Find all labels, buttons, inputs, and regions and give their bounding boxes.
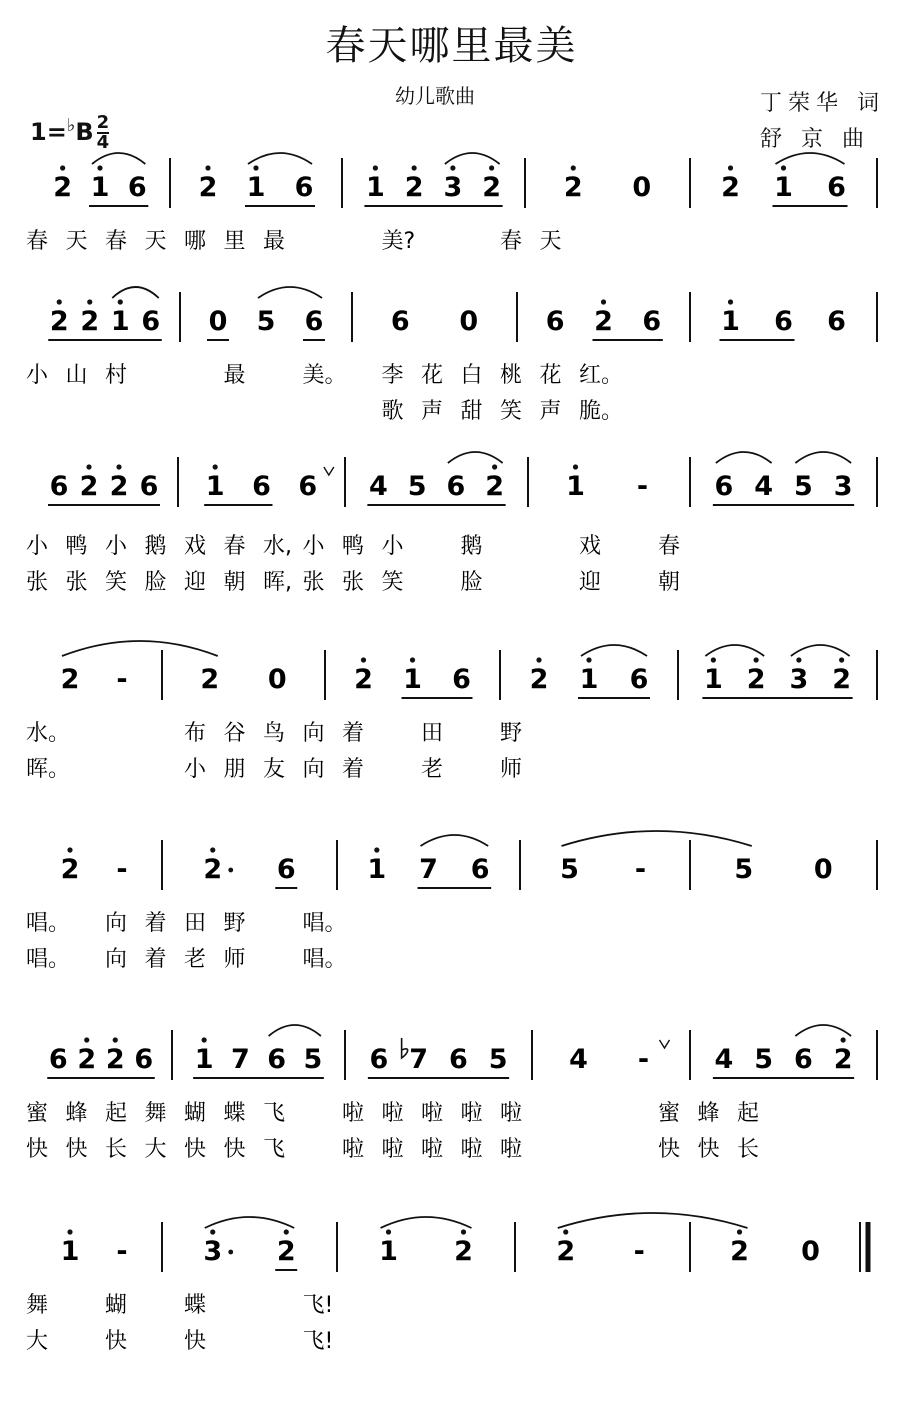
- lyric-syllable: 友: [263, 757, 286, 782]
- slur-arc: [791, 645, 850, 656]
- song-title: 春天哪里最美: [325, 23, 578, 69]
- note-digit: 6: [446, 471, 466, 502]
- lyric-syllable: 快: [697, 1137, 720, 1162]
- note-digit: 1: [194, 1044, 214, 1075]
- lyric-syllable: 快: [26, 1137, 49, 1162]
- note-digit: 0: [267, 664, 287, 695]
- note-digit: 1: [579, 664, 599, 695]
- lyric-syllable: 笑: [381, 570, 404, 595]
- lyric-syllable: 起: [105, 1101, 128, 1126]
- lyric-syllable: 野: [223, 911, 246, 936]
- lyric-syllable: 快: [223, 1137, 246, 1162]
- note-digit: 4: [714, 1044, 734, 1075]
- breath-mark-icon: [660, 1040, 670, 1048]
- lyric-syllable: 水。: [26, 721, 71, 746]
- note-digit: 2: [485, 471, 505, 502]
- note-digit: 7: [230, 1044, 250, 1075]
- lyric-syllable: 朝: [658, 570, 681, 595]
- note-digit: 6: [714, 471, 734, 502]
- octave-dot: [386, 1229, 391, 1234]
- lyric-syllable: 舞: [26, 1293, 49, 1318]
- octave-dot: [116, 464, 121, 469]
- note-digit: 1: [60, 1236, 80, 1267]
- note-digit: 2: [60, 854, 80, 885]
- lyric-syllable: 笑: [500, 399, 523, 424]
- lyric-syllable: 啦: [342, 1101, 365, 1126]
- note-digit: 6: [827, 172, 846, 203]
- note-digit: 6: [470, 854, 490, 885]
- lyric-syllable: 田: [421, 721, 444, 746]
- note-digit: 2: [105, 1044, 125, 1075]
- lyric-syllable: 大: [26, 1329, 49, 1354]
- note-digit: -: [634, 854, 647, 885]
- octave-dot: [711, 657, 716, 662]
- note-digit: -: [116, 854, 128, 885]
- note-digit: 6: [294, 172, 314, 203]
- lyric-syllable: 长: [105, 1137, 128, 1162]
- note-digit: 2: [203, 854, 223, 885]
- octave-dot: [67, 1229, 72, 1234]
- lyric-syllable: 小: [302, 534, 325, 559]
- lyric-syllable: 歌: [381, 399, 404, 424]
- lyric-syllable: 戏: [579, 534, 602, 559]
- lyric-syllable: 脸: [144, 570, 167, 595]
- lyric-syllable: 小: [184, 757, 207, 782]
- lyric-syllable: 唱。: [26, 947, 71, 972]
- lyric-syllable: 笑: [105, 570, 128, 595]
- slur-arc: [421, 835, 489, 846]
- octave-dot: [87, 299, 92, 304]
- note-digit: 6: [452, 664, 471, 695]
- octave-dot: [202, 1037, 207, 1042]
- note-digit: 5: [560, 854, 579, 885]
- note-digit: 6: [827, 306, 846, 337]
- note-digit: -: [636, 471, 649, 502]
- note-digit: 2: [746, 664, 766, 695]
- note-digit: 2: [454, 1236, 473, 1267]
- slur-arc: [581, 645, 647, 656]
- lyric-syllable: 老: [184, 947, 207, 972]
- lyric-syllable: 鹅: [144, 534, 167, 559]
- song-subtitle: 幼儿歌曲: [395, 84, 475, 108]
- note-digit: 2: [833, 1044, 853, 1075]
- octave-dot: [86, 464, 91, 469]
- note-digit: 0: [813, 854, 833, 885]
- lyric-syllable: 春: [500, 229, 523, 254]
- lyricist-credit: 丁荣华 词: [760, 91, 885, 116]
- note-digit: 2: [79, 471, 99, 502]
- note-digit: 2: [80, 306, 100, 337]
- note-digit: 3: [203, 1236, 223, 1267]
- lyric-syllable: 张: [302, 570, 325, 595]
- octave-dot: [57, 299, 62, 304]
- lyric-syllable: 白: [460, 363, 483, 388]
- lyric-syllable: 春: [105, 229, 128, 254]
- lyric-syllable: 声: [539, 399, 562, 424]
- slur-arc: [448, 452, 503, 463]
- lyric-syllable: 鹅: [460, 534, 483, 559]
- lyric-syllable: 舞: [144, 1101, 167, 1126]
- lyric-syllable: 花: [421, 363, 444, 388]
- note-digit: 6: [127, 172, 147, 203]
- lyric-syllable: 迎: [579, 570, 602, 595]
- lyric-syllable: 张: [65, 570, 88, 595]
- lyric-syllable: 唱。: [26, 911, 71, 936]
- lyric-syllable: 布: [184, 721, 207, 746]
- breath-mark-icon: [324, 467, 334, 475]
- tie-arc: [62, 641, 218, 656]
- lyric-syllable: 天: [65, 229, 88, 254]
- lyric-syllable: 晖,: [263, 570, 292, 595]
- note-digit: 4: [368, 471, 388, 502]
- note-digit: 6: [267, 1044, 287, 1075]
- lyric-syllable: 蝴: [184, 1101, 207, 1126]
- time-bottom: 4: [96, 132, 110, 153]
- note-digit: 0: [801, 1236, 820, 1267]
- note-digit: 6: [793, 1044, 813, 1075]
- octave-dot: [586, 657, 591, 662]
- lyric-syllable: 村: [105, 363, 128, 388]
- note-digit: 6: [298, 471, 318, 502]
- note-digit: 2: [529, 664, 549, 695]
- octave-dot: [284, 1229, 289, 1234]
- note-digit: 2: [556, 1236, 576, 1267]
- octave-dot: [571, 165, 576, 170]
- lyric-syllable: 着: [342, 721, 365, 746]
- lyric-syllable: 蝶: [184, 1293, 207, 1318]
- note-digit: 1: [379, 1236, 398, 1267]
- note-digit: 1: [205, 471, 225, 502]
- note-digit: 5: [303, 1044, 323, 1075]
- octave-dot: [410, 657, 415, 662]
- note-digit: 2: [354, 664, 373, 695]
- lyric-syllable: 最: [263, 229, 286, 254]
- slur-arc: [795, 452, 851, 463]
- note-digit: 6: [545, 306, 565, 337]
- note-digit: 6: [774, 306, 793, 337]
- note-digit: 5: [488, 1044, 508, 1075]
- note-digit: 2: [482, 172, 502, 203]
- octave-dot: [361, 657, 366, 662]
- lyric-syllable: 着: [342, 757, 365, 782]
- note-digit: -: [116, 1236, 128, 1267]
- octave-dot: [563, 1229, 568, 1234]
- note-digit: 6: [369, 1044, 389, 1075]
- lyric-syllable: 红。: [579, 363, 624, 388]
- octave-dot: [573, 464, 578, 469]
- lyric-syllable: 长: [737, 1137, 760, 1162]
- octave-dot: [728, 299, 733, 304]
- octave-dot: [374, 847, 379, 852]
- octave-dot: [113, 1037, 118, 1042]
- note-digit: 2: [77, 1044, 97, 1075]
- lyric-syllable: 水,: [263, 534, 292, 559]
- lyric-syllable: 唱。: [302, 911, 347, 936]
- octave-dot: [450, 165, 455, 170]
- lyric-syllable: 天: [539, 229, 562, 254]
- tie-arc: [562, 831, 752, 846]
- note-digit: -: [637, 1044, 650, 1075]
- note-digit: 4: [754, 471, 774, 502]
- lyric-syllable: 师: [500, 757, 523, 782]
- lyric-syllable: 甜: [460, 399, 483, 424]
- note-digit: 2: [563, 172, 583, 203]
- note-digit: 5: [734, 854, 754, 885]
- augmentation-dot: [228, 868, 233, 873]
- slur-arc: [795, 1025, 851, 1036]
- slur-arc: [381, 1217, 472, 1228]
- lyric-syllable: 蜜: [26, 1101, 49, 1126]
- note-digit: 5: [256, 306, 276, 337]
- lyric-syllable: 花: [539, 363, 562, 388]
- lyric-syllable: 张: [26, 570, 49, 595]
- lyric-syllable: 桃: [500, 363, 523, 388]
- lyric-syllable: 向: [302, 721, 325, 746]
- lyric-syllable: 山: [65, 363, 88, 388]
- note-digit: 1: [721, 306, 740, 337]
- note-digit: 6: [139, 471, 159, 502]
- note-digit: 1: [774, 172, 793, 203]
- note-digit: 3: [443, 172, 463, 203]
- lyric-syllable: 着: [144, 911, 167, 936]
- slur-arc: [705, 645, 764, 656]
- octave-dot: [796, 657, 801, 662]
- note-digit: 0: [632, 172, 652, 203]
- note-digit: 1: [90, 172, 110, 203]
- lyric-syllable: 春: [223, 534, 246, 559]
- octave-dot: [60, 165, 65, 170]
- note-digit: 2: [49, 306, 69, 337]
- lyric-syllable: 啦: [381, 1101, 404, 1126]
- time-top: 2: [96, 112, 110, 133]
- lyric-syllable: 天: [144, 229, 167, 254]
- note-digit: 1: [367, 854, 387, 885]
- lyric-syllable: 小: [26, 363, 49, 388]
- note-digit: 5: [793, 471, 813, 502]
- octave-dot: [841, 1037, 846, 1042]
- lyric-syllable: 张: [342, 570, 365, 595]
- note-digit: 2: [730, 1236, 749, 1267]
- slur-arc: [258, 287, 322, 298]
- lyric-syllable: 着: [144, 947, 167, 972]
- lyric-syllable: 蝶: [223, 1101, 246, 1126]
- augmentation-dot: [228, 1250, 233, 1255]
- note-digit: 4: [569, 1044, 588, 1075]
- lyric-syllable: 师: [223, 947, 246, 972]
- lyric-syllable: 唱。: [302, 947, 347, 972]
- lyric-syllable: 啦: [342, 1137, 365, 1162]
- lyric-syllable: 迎: [184, 570, 207, 595]
- octave-dot: [728, 165, 733, 170]
- lyric-syllable: 大: [144, 1137, 167, 1162]
- tie-arc: [558, 1213, 748, 1228]
- note-digit: 7: [419, 854, 438, 885]
- lyric-syllable: 蝴: [105, 1293, 128, 1318]
- note-digit: 6: [134, 1044, 154, 1075]
- lyric-syllable: 野: [500, 721, 523, 746]
- slur-arc: [248, 153, 312, 164]
- lyric-syllable: 快: [105, 1329, 128, 1354]
- octave-dot: [839, 657, 844, 662]
- lyric-syllable: 啦: [500, 1101, 523, 1126]
- note-digit: 6: [49, 471, 69, 502]
- note-digit: 1: [566, 471, 585, 502]
- octave-dot: [213, 464, 218, 469]
- slur-arc: [445, 153, 500, 164]
- slur-arc: [112, 287, 159, 298]
- key-prefix: 1=: [30, 118, 67, 146]
- note-digit: 1: [365, 172, 385, 203]
- octave-dot: [536, 657, 541, 662]
- lyric-syllable: 老: [421, 757, 444, 782]
- lyric-syllable: 快: [184, 1137, 207, 1162]
- note-digit: 6: [629, 664, 649, 695]
- lyric-syllable: 春: [26, 229, 49, 254]
- lyric-syllable: 朋: [223, 757, 246, 782]
- lyric-syllable: 啦: [421, 1101, 444, 1126]
- note-digit: 2: [721, 172, 740, 203]
- lyric-syllable: 飞!: [302, 1293, 334, 1318]
- lyric-syllable: 脆。: [579, 399, 624, 424]
- lyric-syllable: 啦: [460, 1137, 483, 1162]
- note-digit: 6: [141, 306, 161, 337]
- lyric-syllable: 快: [65, 1137, 88, 1162]
- lyric-syllable: 啦: [460, 1101, 483, 1126]
- octave-dot: [67, 847, 72, 852]
- lyric-syllable: 声: [421, 399, 444, 424]
- lyric-syllable: 春: [658, 534, 681, 559]
- note-digit: 2: [594, 306, 613, 337]
- note-digit: 1: [403, 664, 422, 695]
- lyric-syllable: 飞: [263, 1137, 286, 1162]
- note-digit: 6: [448, 1044, 468, 1075]
- lyric-syllable: 小: [381, 534, 404, 559]
- note-digit: 3: [789, 664, 809, 695]
- note-digit: 3: [833, 471, 853, 502]
- lyric-syllable: 美?: [381, 229, 416, 254]
- note-digit: 5: [407, 471, 427, 502]
- lyric-syllable: 小: [26, 534, 49, 559]
- note-digit: 2: [832, 664, 852, 695]
- note-digit: 2: [276, 1236, 296, 1267]
- note-digit: 2: [109, 471, 129, 502]
- note-digit: 2: [53, 172, 73, 203]
- note-digit: 2: [198, 172, 218, 203]
- note-digit: 6: [252, 471, 271, 502]
- octave-dot: [489, 165, 494, 170]
- flat-accidental-icon: [402, 1038, 408, 1058]
- lyric-syllable: 脸: [460, 570, 483, 595]
- lyric-syllable: 飞!: [302, 1329, 334, 1354]
- lyric-syllable: 快: [658, 1137, 681, 1162]
- lyric-syllable: 戏: [184, 534, 207, 559]
- note-digit: 6: [48, 1044, 68, 1075]
- note-digit: 2: [60, 664, 80, 695]
- octave-dot: [492, 464, 497, 469]
- octave-dot: [373, 165, 378, 170]
- slur-arc: [92, 153, 145, 164]
- slur-arc: [716, 452, 772, 463]
- note-digit: 6: [276, 854, 296, 885]
- lyric-syllable: 朝: [223, 570, 246, 595]
- lyric-syllable: 啦: [500, 1137, 523, 1162]
- note-digit: 1: [246, 172, 266, 203]
- note-digit: 1: [110, 306, 130, 337]
- lyric-syllable: 鸭: [65, 534, 88, 559]
- octave-dot: [781, 165, 786, 170]
- lyric-syllable: 鸭: [342, 534, 365, 559]
- lyric-syllable: 哪: [184, 229, 207, 254]
- note-digit: 2: [404, 172, 424, 203]
- lyric-syllable: 晖。: [26, 757, 71, 782]
- octave-dot: [754, 657, 759, 662]
- lyric-syllable: 向: [105, 947, 128, 972]
- note-digit: 5: [754, 1044, 774, 1075]
- note-digit: 1: [703, 664, 723, 695]
- octave-dot: [205, 165, 210, 170]
- lyric-syllable: 田: [184, 911, 207, 936]
- lyric-syllable: 快: [184, 1329, 207, 1354]
- slur-arc: [776, 153, 845, 164]
- lyric-syllable: 啦: [381, 1137, 404, 1162]
- lyric-syllable: 美。: [302, 363, 347, 388]
- octave-dot: [461, 1229, 466, 1234]
- lyric-syllable: 啦: [421, 1137, 444, 1162]
- key-letter: B: [75, 118, 94, 146]
- lyric-syllable: 小: [105, 534, 128, 559]
- lyric-syllable: 向: [302, 757, 325, 782]
- lyric-syllable: 谷: [223, 721, 246, 746]
- octave-dot: [737, 1229, 742, 1234]
- octave-dot: [210, 1229, 215, 1234]
- flat-sign-icon: ♭: [66, 115, 76, 136]
- composer-credit: 舒 京 曲: [760, 127, 870, 152]
- slur-arc: [205, 1217, 295, 1228]
- note-digit: -: [633, 1236, 645, 1267]
- slur-arc: [269, 1025, 321, 1036]
- octave-dot: [412, 165, 417, 170]
- lyric-syllable: 里: [223, 229, 246, 254]
- lyric-syllable: 飞: [263, 1101, 286, 1126]
- octave-dot: [84, 1037, 89, 1042]
- note-digit: 0: [208, 306, 228, 337]
- lyric-syllable: 鸟: [263, 721, 286, 746]
- octave-dot: [118, 299, 123, 304]
- note-digit: -: [116, 664, 128, 695]
- octave-dot: [210, 847, 215, 852]
- lyric-syllable: 蜂: [65, 1101, 88, 1126]
- lyric-syllable: 起: [737, 1101, 760, 1126]
- octave-dot: [601, 299, 606, 304]
- note-digit: 6: [390, 306, 410, 337]
- note-digit: 6: [304, 306, 324, 337]
- octave-dot: [97, 165, 102, 170]
- lyric-syllable: 蜂: [697, 1101, 720, 1126]
- note-digit: 0: [459, 306, 479, 337]
- note-digit: 6: [642, 306, 662, 337]
- note-digit: 7: [409, 1044, 429, 1075]
- lyric-syllable: 蜜: [658, 1101, 681, 1126]
- lyric-syllable: 向: [105, 911, 128, 936]
- octave-dot: [253, 165, 258, 170]
- lyric-syllable: 最: [223, 363, 246, 388]
- lyric-syllable: 李: [381, 363, 404, 388]
- note-digit: 2: [200, 664, 220, 695]
